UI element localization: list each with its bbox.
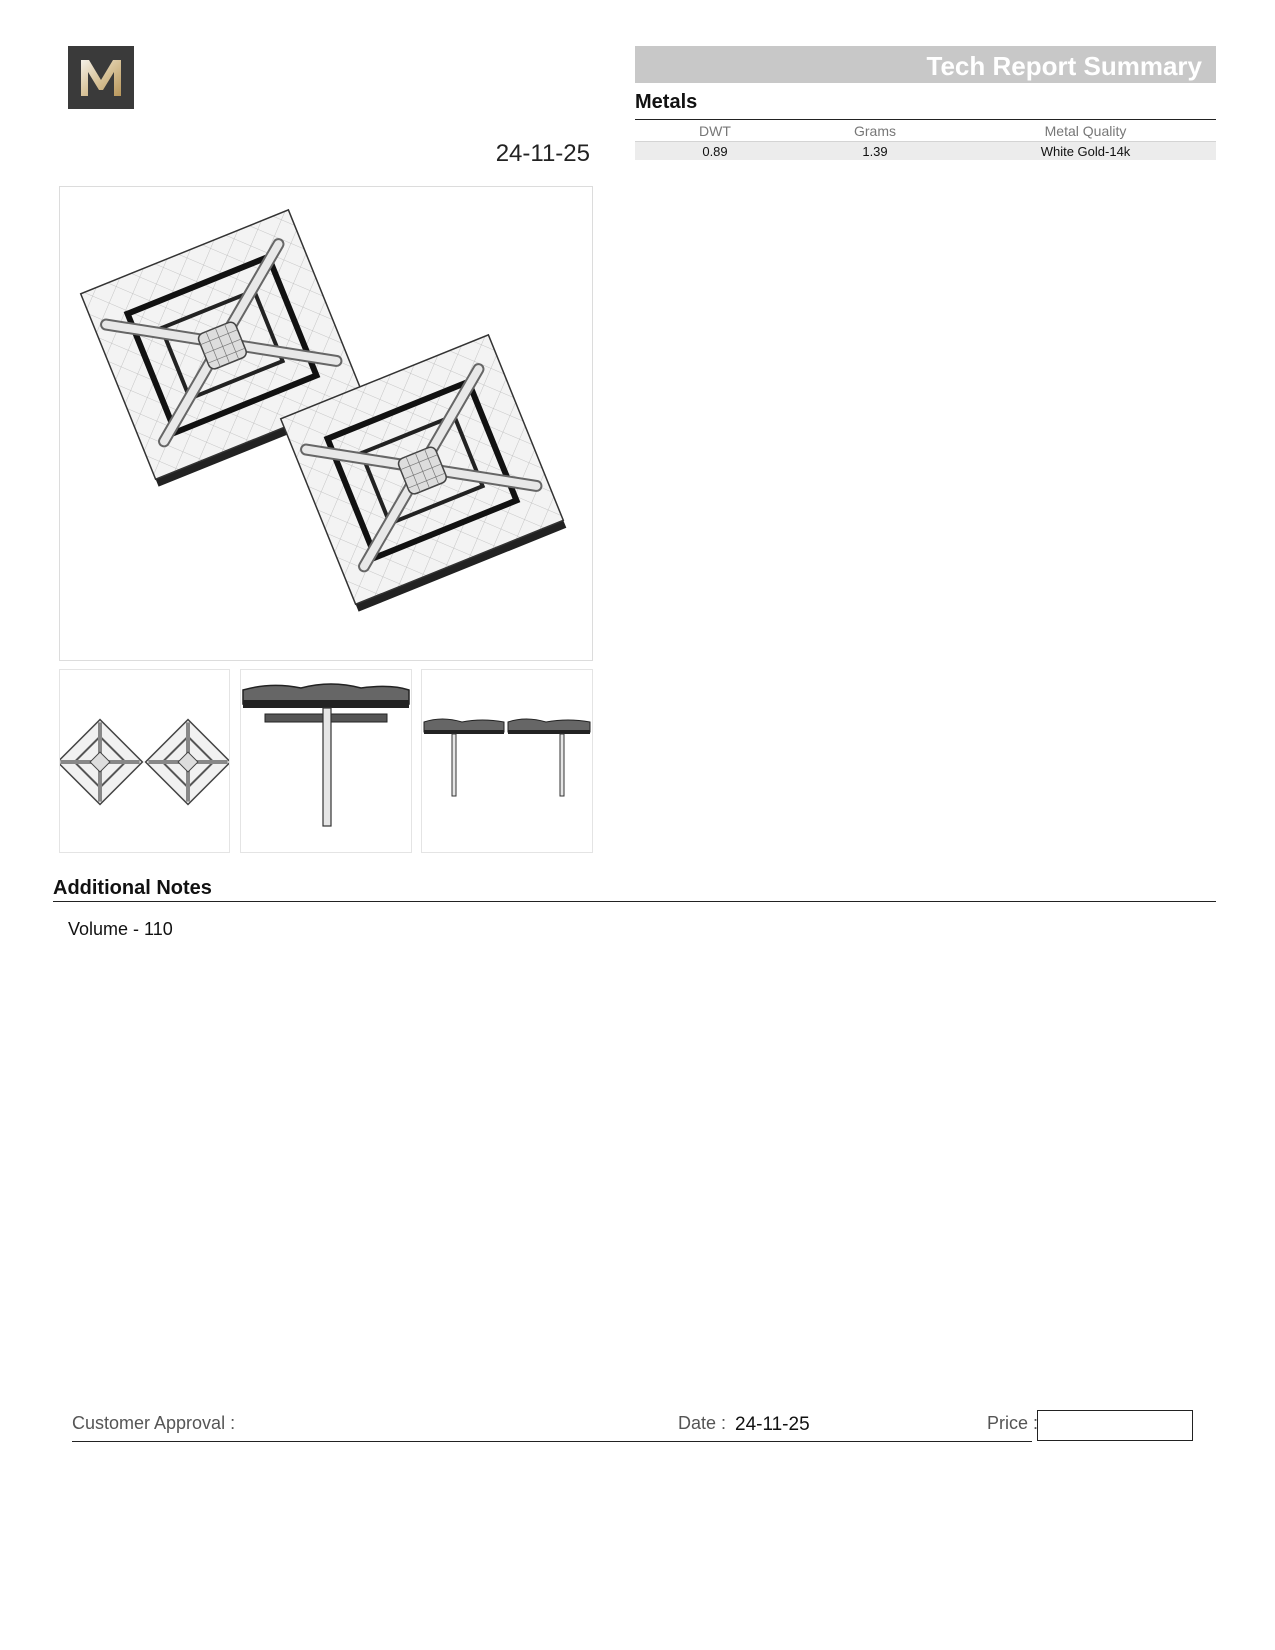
metals-heading: Metals: [635, 91, 698, 113]
earring-top-view-render: [60, 670, 229, 852]
main-product-image: [59, 186, 593, 661]
thumbnail-side-closeup[interactable]: [240, 669, 412, 853]
column-header-dwt: DWT: [699, 123, 731, 139]
table-row: [635, 142, 1216, 161]
notes-divider: [53, 901, 1216, 902]
price-field[interactable]: [1037, 1410, 1193, 1441]
thumbnail-side-pair[interactable]: [421, 669, 593, 853]
column-header-metal-quality: Metal Quality: [1044, 123, 1127, 139]
column-header-grams: Grams: [854, 123, 896, 139]
customer-approval-label: Customer Approval :: [72, 1413, 236, 1433]
dwt-value: 0.89: [635, 142, 795, 161]
report-title: Tech Report Summary: [926, 51, 1202, 81]
additional-notes-heading: Additional Notes: [53, 877, 212, 899]
earring-pair-render: [60, 187, 592, 660]
approval-date-value: 24-11-25: [735, 1414, 810, 1435]
table-header-row: [635, 121, 1216, 142]
title-bar: [635, 46, 1216, 83]
earring-side-closeup-render: [241, 670, 411, 852]
m-logo-icon: [68, 46, 134, 109]
grams-value: 1.39: [795, 142, 955, 161]
metal-quality-value: White Gold-14k: [955, 142, 1216, 161]
approval-date-label: Date :: [678, 1413, 727, 1433]
company-logo: [68, 46, 134, 109]
metals-table: [635, 121, 1216, 160]
notes-text: Volume - 110: [68, 919, 173, 939]
earring-side-pair-render: [422, 670, 592, 852]
thumbnail-top-view[interactable]: [59, 669, 230, 853]
price-label: Price :: [987, 1413, 1039, 1433]
metals-divider: [635, 119, 1216, 120]
approval-signature-line: [72, 1441, 1032, 1442]
report-date: 24-11-25: [495, 140, 590, 167]
